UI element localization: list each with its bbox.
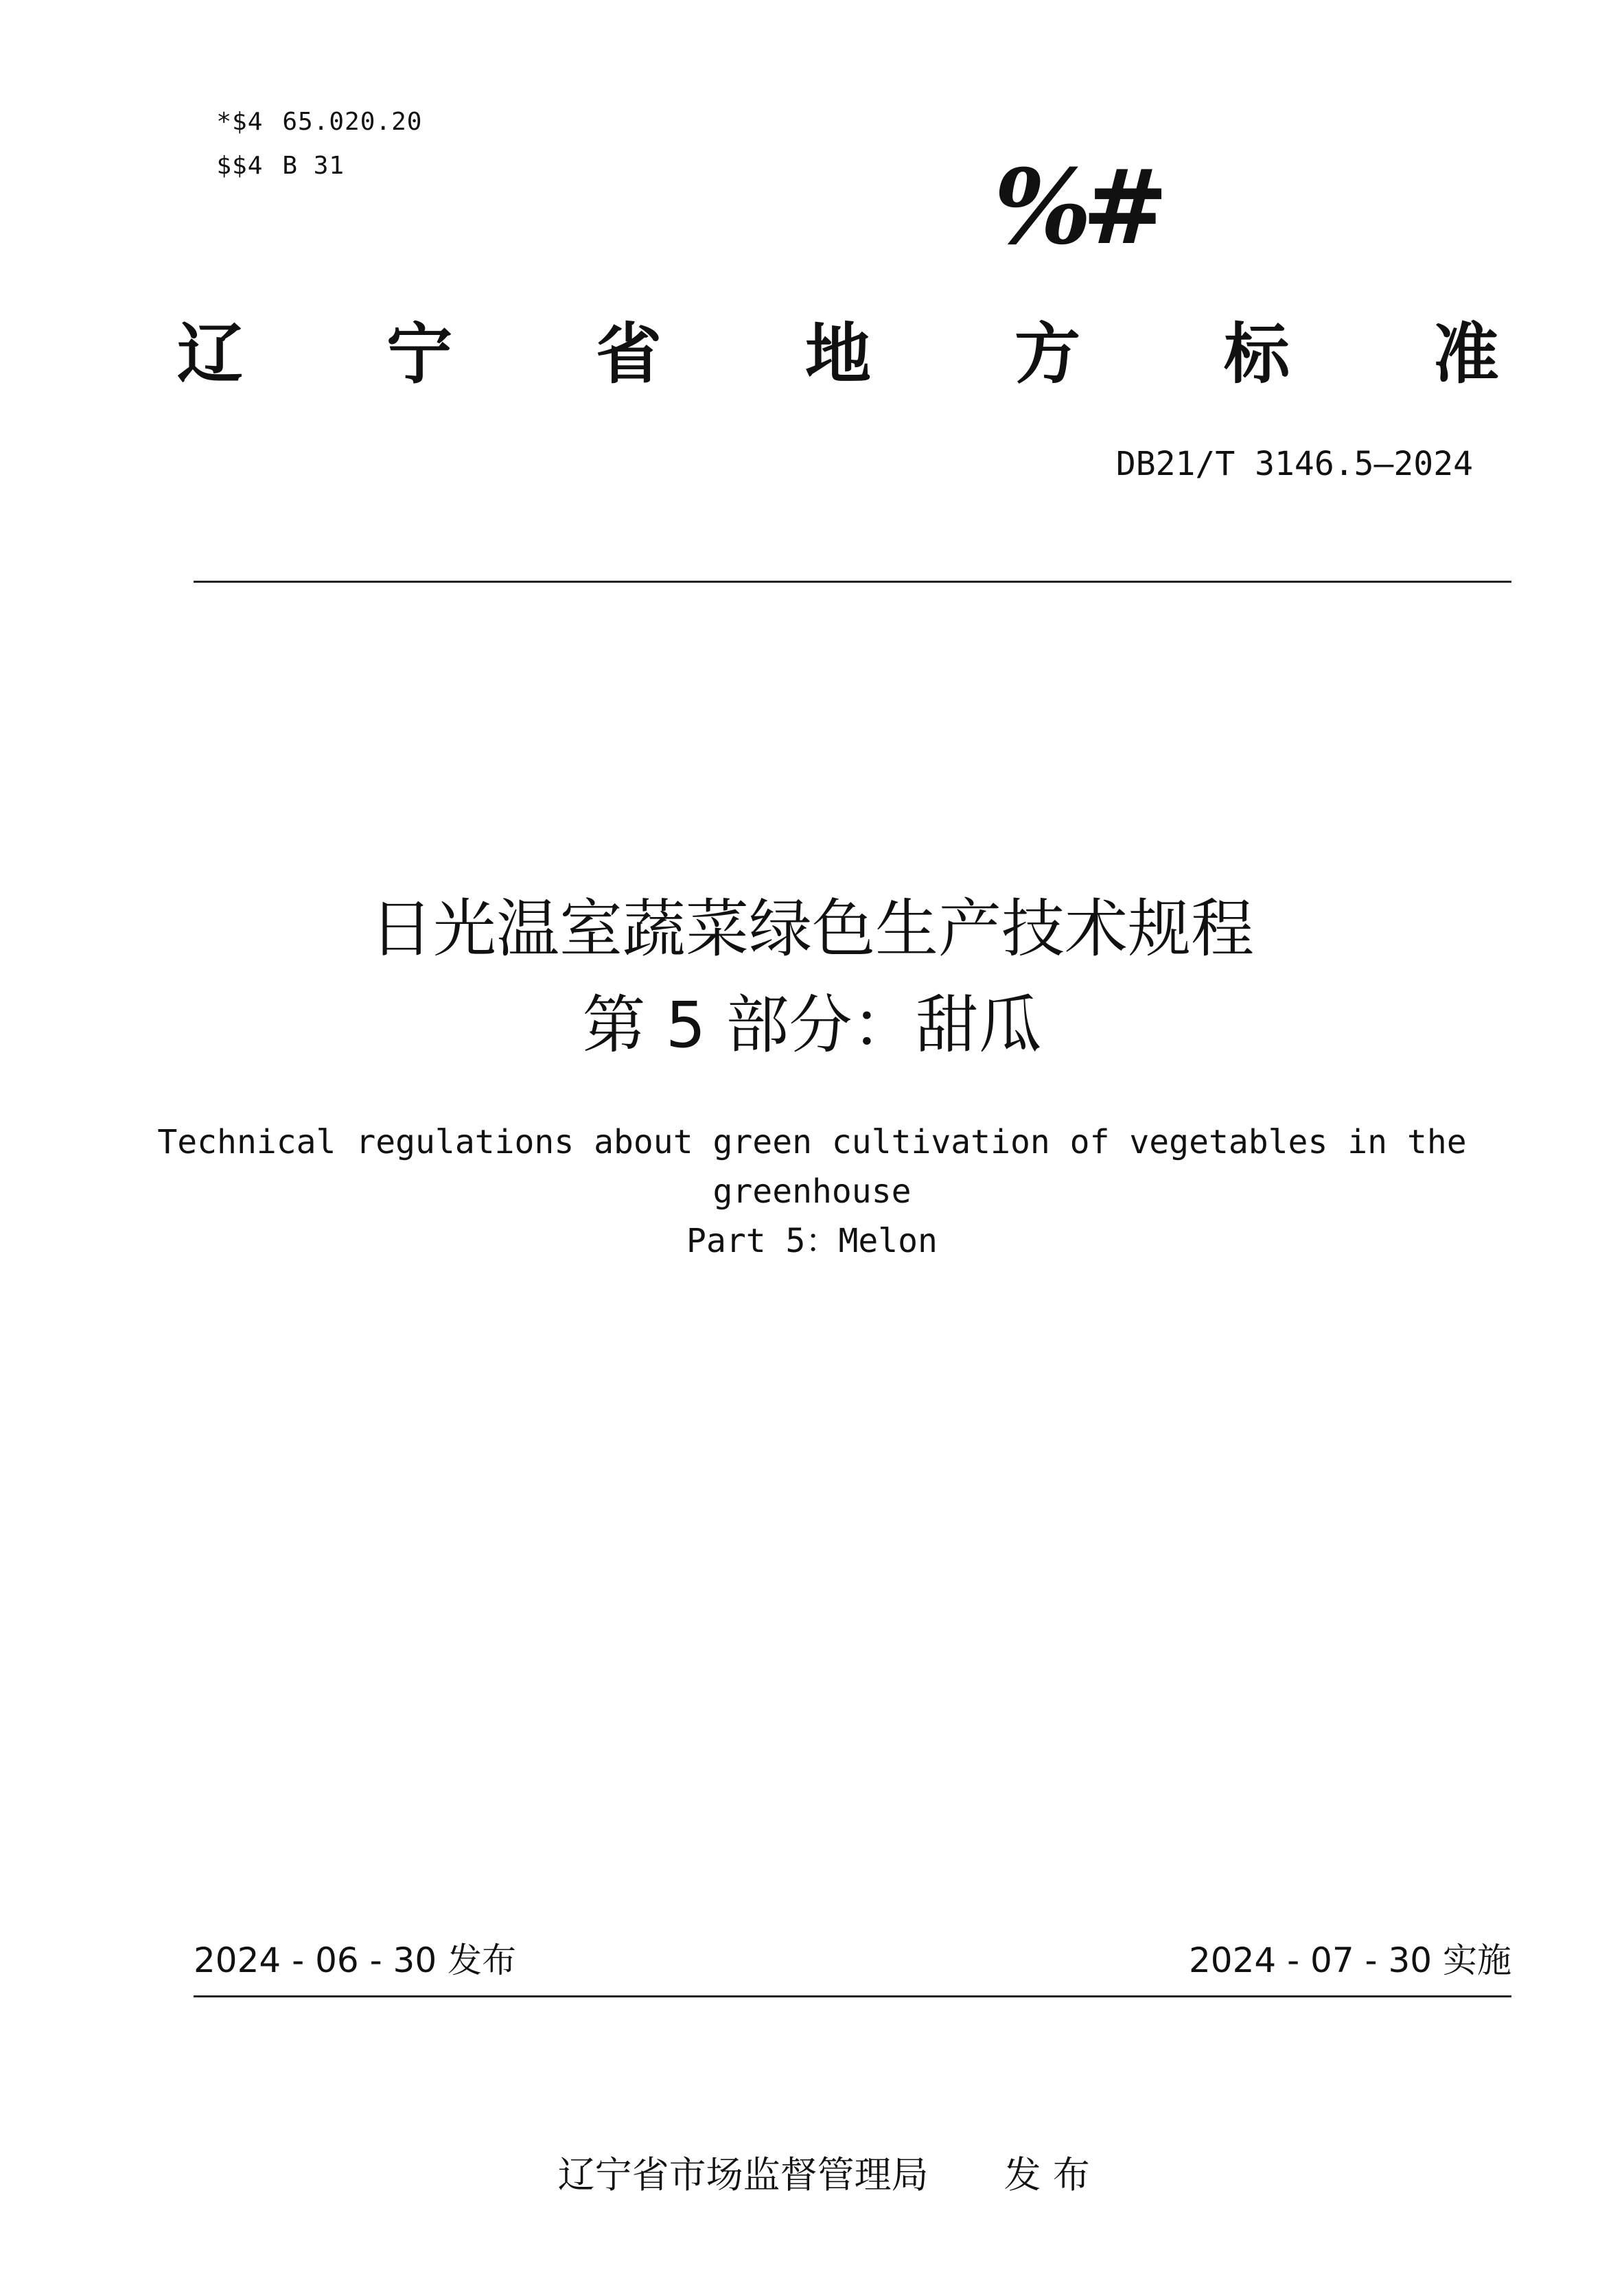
top-divider xyxy=(194,581,1511,583)
standard-type-char: 省 xyxy=(596,316,662,393)
standard-type-char: 地 xyxy=(805,316,871,393)
issuer-organization: 辽宁省市场监督管理局 xyxy=(557,2153,929,2196)
title-en-line2: greenhouse xyxy=(712,1172,912,1211)
issuer-action: 发 布 xyxy=(1004,2153,1090,2196)
ccs-code-row xyxy=(185,121,345,181)
publish-date: 2024 - 06 - 30 发布 xyxy=(194,1940,517,1980)
standard-number: DB21/T 3146.5—2024 xyxy=(1115,445,1473,483)
standard-type-char: 宁 xyxy=(386,316,452,393)
standard-type-char: 方 xyxy=(1014,316,1080,393)
title-en-line1: Technical regulations about green cultivation of vegetables in the xyxy=(157,1123,1467,1161)
ccs-label: $$4 xyxy=(216,152,264,180)
db-logo xyxy=(994,147,1200,268)
ics-code: 65.020.20 xyxy=(282,108,423,136)
ics-label: *$4 xyxy=(216,108,264,136)
ccs-code: B 31 xyxy=(282,152,345,180)
issuer xyxy=(0,2103,1624,2199)
standard-type-heading xyxy=(177,313,1499,395)
title-en-line3: Part 5：Melon xyxy=(686,1222,938,1260)
bottom-divider xyxy=(194,1995,1511,1997)
standard-type-char: 辽 xyxy=(177,316,243,393)
standard-type-char: 标 xyxy=(1224,316,1290,393)
title-cn-line1: 日光温室蔬菜绿色生产技术规程 xyxy=(369,892,1254,966)
db-logo-text: %# xyxy=(994,147,1159,268)
implement-date: 2024 - 07 - 30 实施 xyxy=(1188,1940,1511,1980)
title-cn-line2: 第 5 部分：甜瓜 xyxy=(582,988,1042,1062)
standard-type-char: 准 xyxy=(1433,316,1499,393)
